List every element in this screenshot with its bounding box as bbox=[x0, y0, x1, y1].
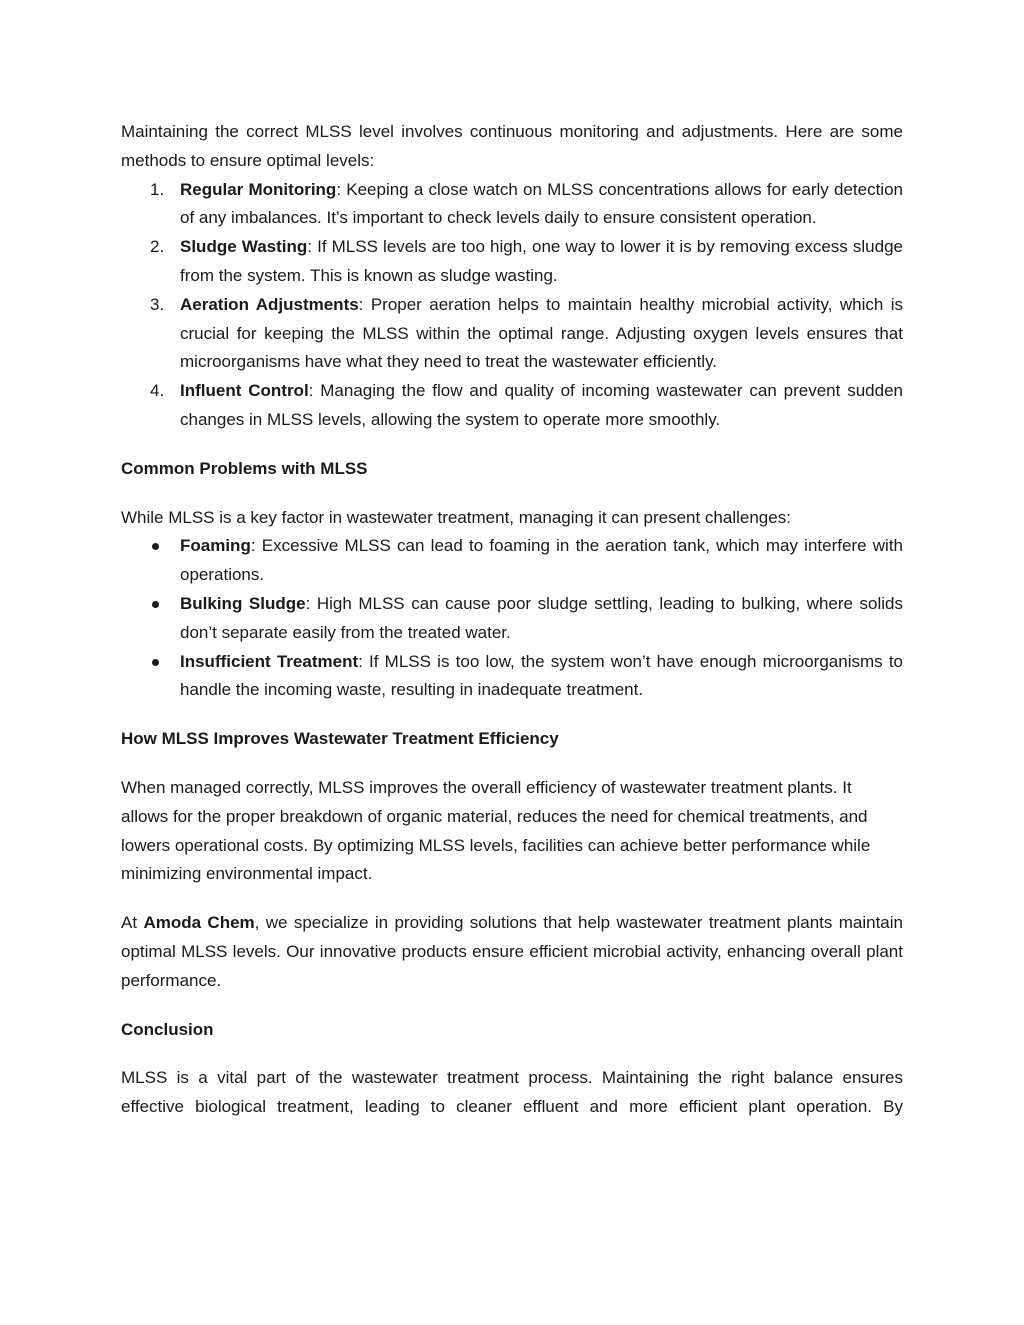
section-heading-conclusion: Conclusion bbox=[121, 1019, 214, 1039]
bullet-icon bbox=[152, 601, 159, 608]
method-term: Influent Control bbox=[180, 381, 309, 401]
method-term: Sludge Wasting bbox=[180, 237, 308, 257]
section-heading-efficiency: How MLSS Improves Wastewater Treatment Efficiency bbox=[121, 729, 559, 749]
conclusion-paragraph: MLSS is a vital part of the wastewater treatment process. Maintaining the right balance ensures effective biological treatment, leading to cleaner effluent and more efficient plant operation. By bbox=[121, 1068, 903, 1117]
method-item-regular-monitoring bbox=[121, 176, 903, 234]
problem-term: Foaming bbox=[180, 536, 251, 556]
company-paragraph bbox=[121, 909, 903, 995]
method-text: : Managing the flow and quality of incoming wastewater can prevent sudden changes in MLSS levels, allowing the system to operate more smoothly. bbox=[180, 381, 903, 429]
list-number: 3. bbox=[150, 294, 165, 314]
problems-list bbox=[121, 532, 903, 705]
problem-item-insufficient-treatment bbox=[121, 648, 903, 706]
problem-term: Insufficient Treatment bbox=[180, 651, 359, 671]
bullet-icon bbox=[152, 659, 159, 666]
company-prefix: At bbox=[121, 913, 144, 933]
method-item-aeration-adjustments bbox=[121, 291, 903, 377]
intro-paragraph: Maintaining the correct MLSS level involves continuous monitoring and adjustments. Here are some methods to ensure optimal levels: bbox=[121, 122, 903, 170]
section-heading-common-problems: Common Problems with MLSS bbox=[121, 458, 368, 478]
efficiency-paragraph: When managed correctly, MLSS improves the overall efficiency of wastewater treatment plants. It allows for the proper breakdown of organic material, reduces the need for chemical treatments, and lowers operational costs. By optimizing MLSS levels, facilities can achieve better performance while minimizing environmental impact. bbox=[121, 777, 871, 884]
method-term: Aeration Adjustments bbox=[180, 294, 359, 314]
problem-term: Bulking Sludge bbox=[180, 593, 306, 613]
methods-list bbox=[121, 176, 903, 435]
company-suffix: , we specialize in providing solutions that help wastewater treatment plants maintain optimal MLSS levels. Our innovative products ensure efficient microbial activity, enhancing overall plant performance. bbox=[121, 913, 903, 990]
method-text: : Proper aeration helps to maintain healthy microbial activity, which is crucial for keeping the MLSS within the optimal range. Adjusting oxygen levels ensures that microorganisms have what they need to treat the wastewater efficiently. bbox=[180, 294, 903, 372]
company-name: Amoda Chem bbox=[143, 913, 255, 933]
problem-text: : High MLSS can cause poor sludge settling, leading to bulking, where solids don’t separate easily from the treated water. bbox=[180, 593, 903, 642]
document-page bbox=[121, 118, 903, 1122]
problem-text: : Excessive MLSS can lead to foaming in the aeration tank, which may interfere with operations. bbox=[180, 536, 903, 585]
method-term: Regular Monitoring bbox=[180, 179, 337, 199]
problem-item-foaming bbox=[121, 532, 903, 590]
method-text: : If MLSS levels are too high, one way to lower it is by removing excess sludge from the system. This is known as sludge wasting. bbox=[180, 237, 903, 285]
method-item-influent-control bbox=[121, 377, 903, 435]
list-number: 1. bbox=[150, 179, 165, 199]
method-text: : Keeping a close watch on MLSS concentrations allows for early detection of any imbalances. It’s important to check levels daily to ensure consistent operation. bbox=[180, 179, 903, 228]
problem-text: : If MLSS is too low, the system won’t have enough microorganisms to handle the incoming waste, resulting in inadequate treatment. bbox=[180, 651, 904, 700]
list-number: 4. bbox=[150, 381, 165, 401]
list-number: 2. bbox=[150, 237, 165, 257]
method-item-sludge-wasting bbox=[121, 233, 903, 291]
problems-intro-paragraph: While MLSS is a key factor in wastewater treatment, managing it can present challenges: bbox=[121, 507, 791, 527]
problem-item-bulking-sludge bbox=[121, 590, 903, 648]
bullet-icon bbox=[152, 543, 159, 550]
